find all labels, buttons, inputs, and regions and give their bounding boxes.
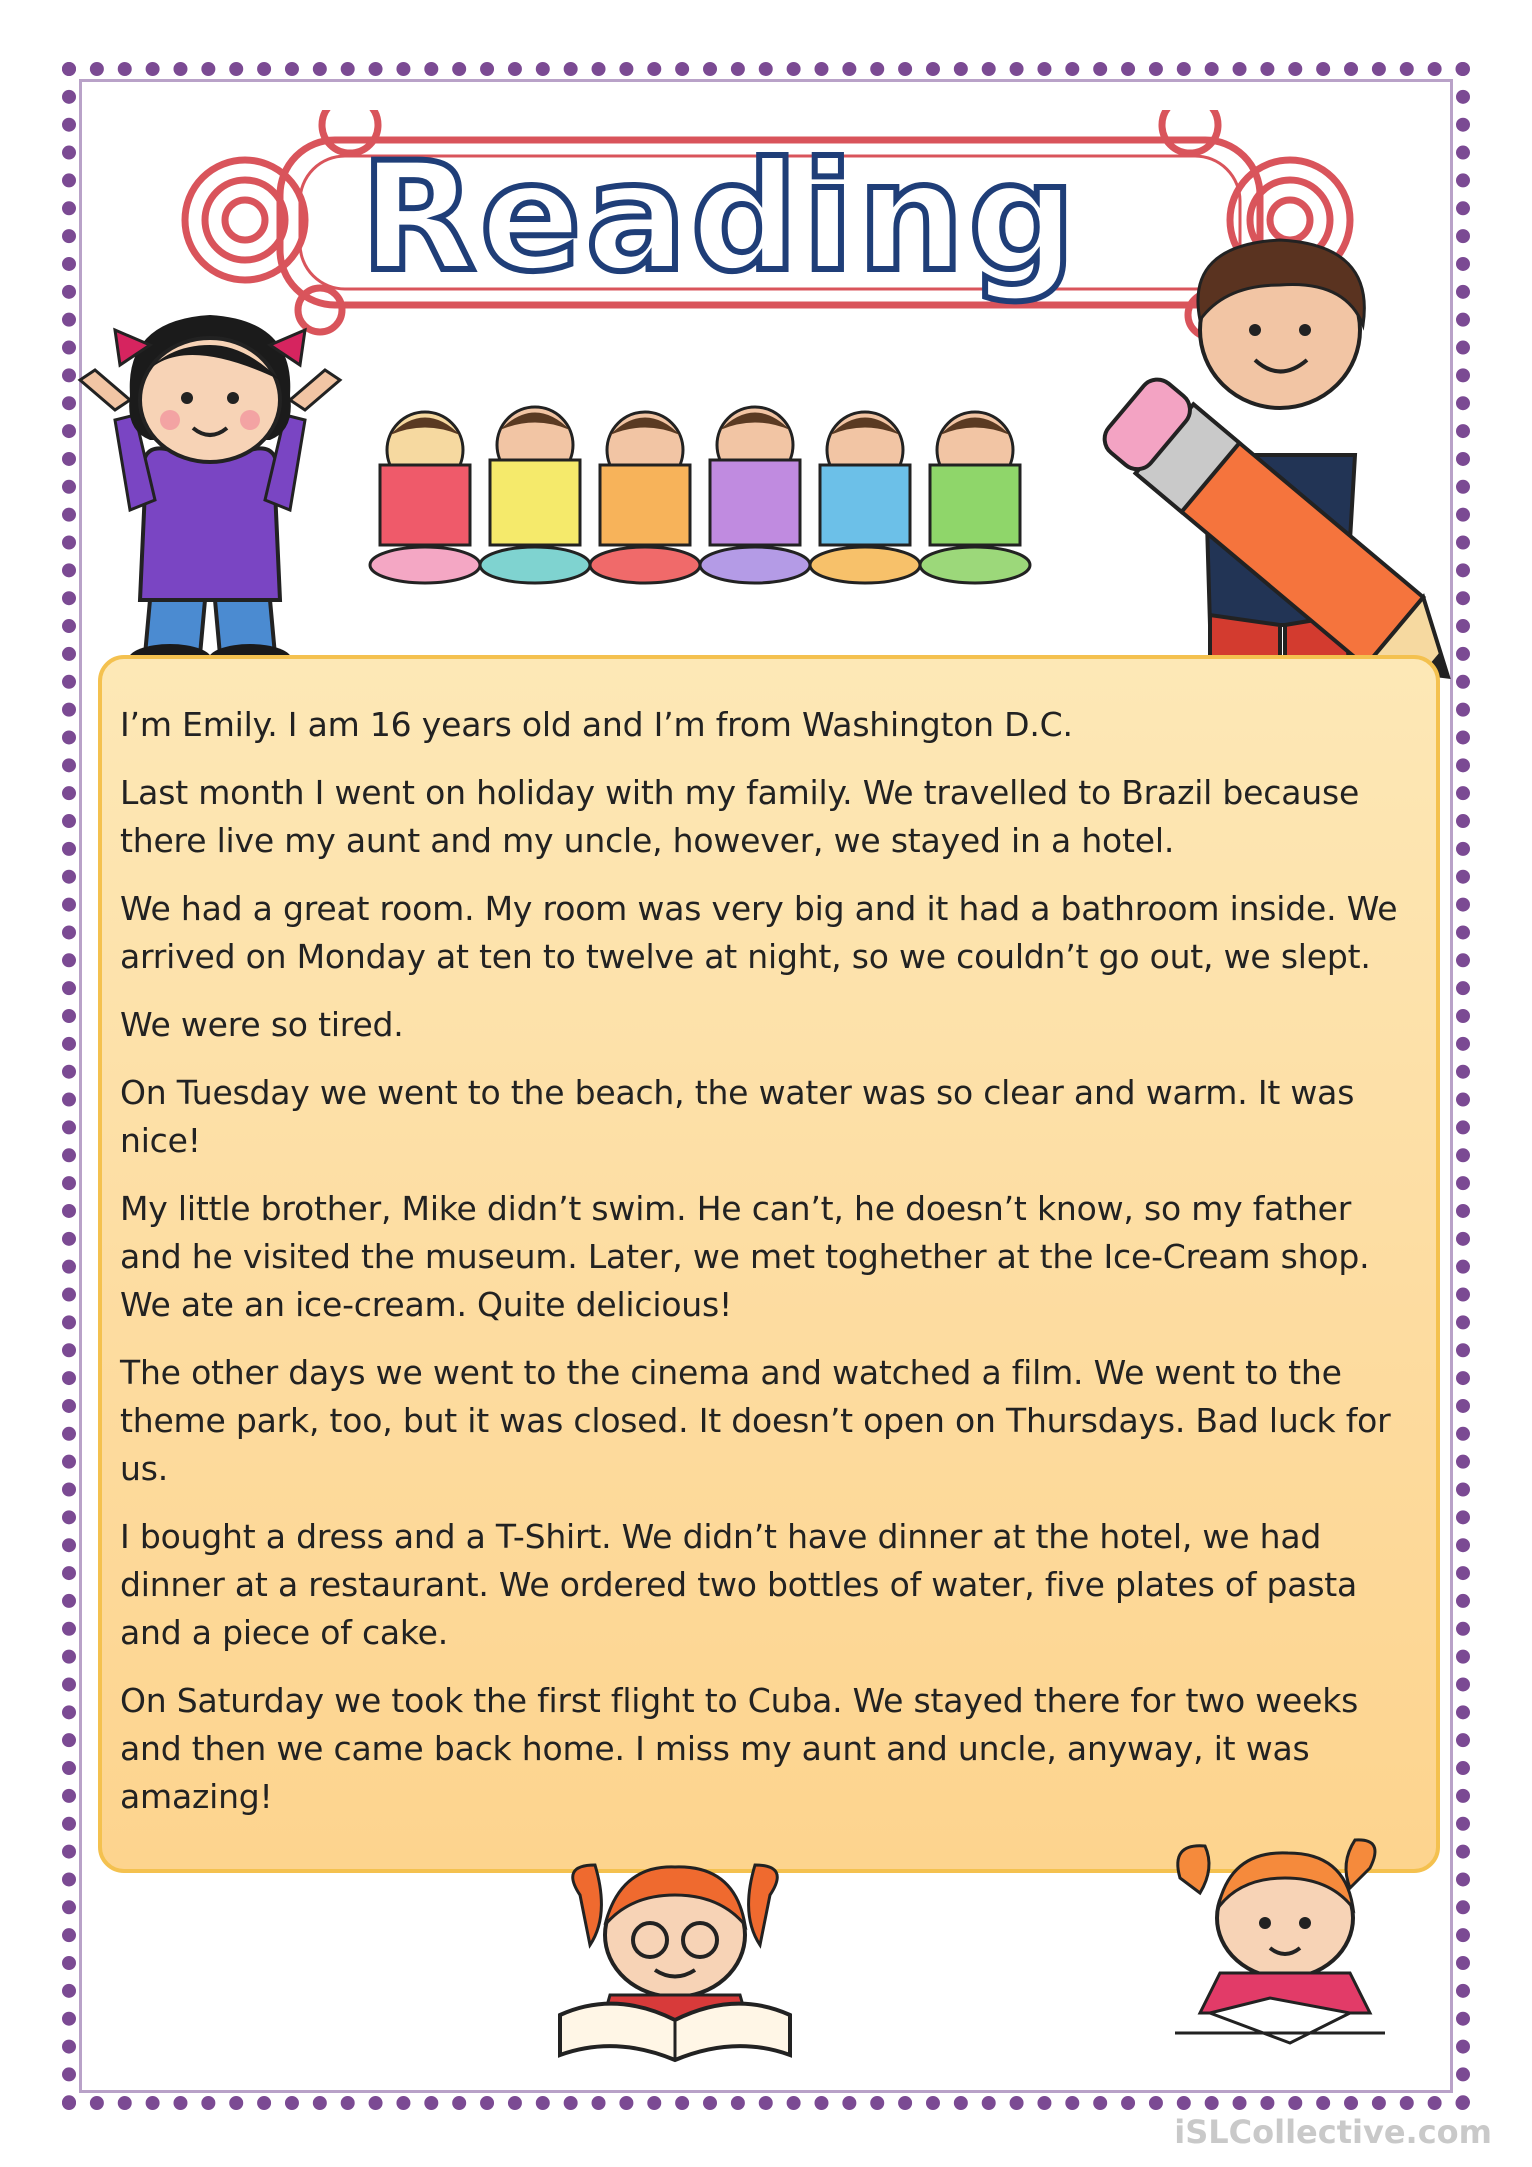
paragraph: We had a great room. My room was very big and it had a bathroom inside. We arrived on Monday at ten to twelve at night, so we couldn’t go out, we slept.	[120, 889, 1398, 976]
paragraph: On Tuesday we went to the beach, the water was so clear and warm. It was nice!	[120, 1073, 1355, 1160]
page-title: Reading	[360, 131, 1080, 305]
girl-waving-icon	[75, 300, 345, 680]
paragraph: On Saturday we took the first flight to Cuba. We stayed there for two weeks and then we came back home. I miss my aunt and uncle, anyway, it was amazing!	[120, 1681, 1359, 1816]
paragraph: The other days we went to the cinema and watched a film. We went to the theme park, too, but it was closed. It doesn’t open on Thursdays. Bad luck for us.	[120, 1353, 1391, 1488]
reading-text-panel	[98, 655, 1440, 1873]
paragraph: We were so tired.	[120, 1005, 404, 1044]
paragraph: I bought a dress and a T-Shirt. We didn’t have dinner at the hotel, we had dinner at a restaurant. We ordered two bottles of water, five plates of pasta and a piece of cake.	[120, 1517, 1358, 1652]
site-watermark: iSLCollective.com	[1174, 2113, 1492, 2151]
paragraph: I’m Emily. I am 16 years old and I’m from Washington D.C.	[120, 705, 1073, 744]
girl-with-book-icon	[550, 1855, 800, 2065]
paragraph: My little brother, Mike didn’t swim. He can’t, he doesn’t know, so my father and he visited the museum. Later, we met toghether at the Ice-Cream shop. We ate an ice-cream. Quite delicious!	[120, 1189, 1370, 1324]
girl-lying-reading-icon	[1170, 1838, 1390, 2058]
kids-reading-row-icon	[365, 395, 1085, 595]
paragraph: Last month I went on holiday with my family. We travelled to Brazil because there live my aunt and my uncle, however, we stayed in a hotel.	[120, 773, 1360, 860]
